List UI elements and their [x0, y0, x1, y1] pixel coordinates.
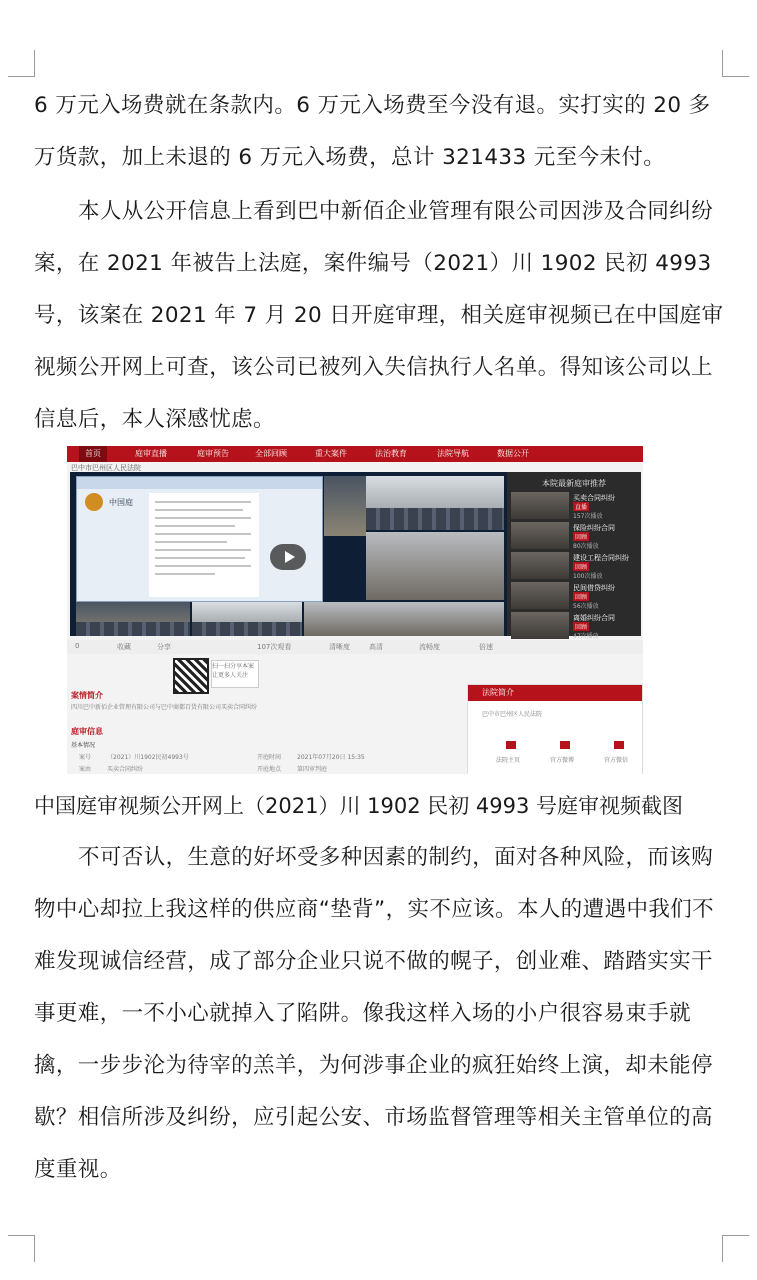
player-toolbar: [67, 640, 643, 654]
camera-feed: [366, 532, 504, 600]
doc-title: 中国庭: [109, 498, 133, 507]
qr-tip: 扫一扫分享本案 让更多人关注: [211, 660, 259, 688]
speed-button[interactable]: 倍速: [479, 643, 493, 651]
wechat-icon[interactable]: [614, 741, 624, 749]
camera-feed: [366, 476, 504, 530]
court-intro-panel: [467, 684, 643, 774]
court-link[interactable]: 法院主页: [496, 757, 521, 764]
nav-item[interactable]: 法治教育: [375, 449, 407, 458]
nav-item[interactable]: 庭审预告: [197, 449, 229, 458]
breadcrumb: 巴中市巴州区人民法院: [71, 464, 141, 472]
view-count: 107次观看: [257, 643, 292, 651]
share-button[interactable]: 分享: [157, 643, 171, 651]
nav-item[interactable]: 庭审直播: [135, 449, 167, 458]
weibo-icon[interactable]: [560, 741, 570, 749]
paragraph-lawsuit-text: 本人从公开信息上看到巴中新佰企业管理有限公司因涉及合同纠纷案，在 2021 年被告上法庭，案件编号（2021）川 1902 民初 4993 号，该案在 2021 年 7 月 20 日开庭审理，相关庭审视频已在中国庭审视频公开网上可查，该公司已被列入失信执行人名单。得知该公司以上信息后，本人深感忧虑。: [34, 199, 724, 432]
recommend-sidebar: [507, 472, 641, 640]
case-no-label: 案号: [79, 754, 92, 761]
collect-button[interactable]: 收藏: [117, 643, 131, 651]
nav-item[interactable]: 全部回顾: [255, 449, 287, 458]
case-intro-text: 四川巴中新佰企业管理有限公司与巴中商都百货有限公司买卖合同纠纷: [71, 704, 258, 711]
court-panel-title: 法院简介: [468, 685, 642, 701]
paragraph-lawsuit: [34, 186, 724, 446]
nav-item[interactable]: 首页: [79, 446, 107, 462]
hearing-info-title: 庭审信息: [71, 727, 103, 736]
hearing-time-label: 开庭时间: [257, 754, 282, 761]
figure-caption: 中国庭审视频公开网上（2021）川 1902 民初 4993 号庭审视频截图: [34, 794, 684, 818]
video-thumbnail: [511, 582, 569, 609]
court-link[interactable]: 官方微信: [604, 757, 629, 764]
recommend-item[interactable]: 建设工程合同纠纷 回顾 100次播放: [511, 552, 639, 580]
cause-label: 案由: [79, 766, 92, 773]
paragraph-conclusion-text: 不可否认，生意的好坏受多种因素的制约，面对各种风险，而该购物中心却拉上我这样的供应商“垫背”，实不应该。本人的遭遇中我们不难发现诚信经营，成了部分企业只说不做的幌子，创业难、踏踏实实干事更难，一不小心就掉入了陷阱。像我这样入场的小户很容易束手就擒，一步步沦为待宰的羔羊，为何涉事企业的疯狂始终上演，却未能停歇？相信所涉及纠纷，应引起公安、市场监督管理等相关主管单位的高度重视。: [34, 845, 715, 1182]
video-thumbnail: [511, 522, 569, 549]
crop-mark-top-right: [722, 50, 749, 77]
hd-button[interactable]: 高清: [369, 643, 383, 651]
cause: 买卖合同纠纷: [107, 766, 144, 773]
home-icon[interactable]: [506, 741, 516, 749]
video-player[interactable]: [70, 472, 507, 636]
court-link[interactable]: 官方微博: [550, 757, 575, 764]
video-thumbnail: [511, 552, 569, 579]
basic-info-label: 基本情况: [71, 742, 96, 749]
nav-item[interactable]: 法院导航: [437, 449, 469, 458]
camera-feed: [192, 602, 302, 636]
paragraph-fee: [34, 80, 724, 184]
recommend-item[interactable]: 保险纠纷合同 回顾 80次播放: [511, 522, 639, 550]
sidebar-title: 本院最新庭审推荐: [542, 479, 606, 488]
crop-mark-top-left: [8, 50, 35, 77]
case-no: （2021）川1902民初4993号: [107, 754, 189, 761]
clarity-label: 清晰度: [329, 643, 350, 651]
recommend-item[interactable]: 民间借贷纠纷 回顾 56次播放: [511, 582, 639, 610]
trial-video-screenshot: [67, 446, 643, 774]
camera-feed: [324, 476, 366, 536]
video-thumbnail: [511, 612, 569, 639]
document-pane: [76, 476, 323, 602]
court-emblem-icon: [85, 493, 103, 511]
video-thumbnail: [511, 492, 569, 519]
hearing-time: 2021年07月20日 15:35: [297, 754, 365, 761]
like-count[interactable]: 0: [75, 642, 80, 650]
site-nav: [67, 446, 643, 462]
nav-item[interactable]: 重大案件: [315, 449, 347, 458]
camera-feed: [304, 602, 504, 636]
recommend-item[interactable]: 离婚纠纷合同 回顾 47次播放: [511, 612, 639, 640]
nav-item[interactable]: 数据公开: [497, 449, 529, 458]
recommend-item[interactable]: 买卖合同纠纷 直播 157次播放: [511, 492, 639, 520]
paragraph-fee-text: 6 万元入场费就在条款内。6 万元入场费至今没有退。实打实的 20 多万货款，加上未退的 6 万元入场费，总计 321433 元至今未付。: [34, 93, 711, 170]
venue-label: 开庭地点: [257, 766, 282, 773]
case-intro-title: 案情简介: [71, 691, 103, 700]
venue: 第四审判庭: [297, 766, 328, 773]
play-icon[interactable]: [270, 544, 306, 570]
court-name: 巴中市巴州区人民法院: [482, 711, 543, 718]
crop-mark-bottom-right: [722, 1235, 749, 1262]
stream-button[interactable]: 流畅度: [419, 643, 440, 651]
qr-code: [173, 658, 209, 694]
crop-mark-bottom-left: [8, 1235, 35, 1262]
camera-feed: [76, 602, 190, 636]
paragraph-conclusion: [34, 832, 724, 1196]
